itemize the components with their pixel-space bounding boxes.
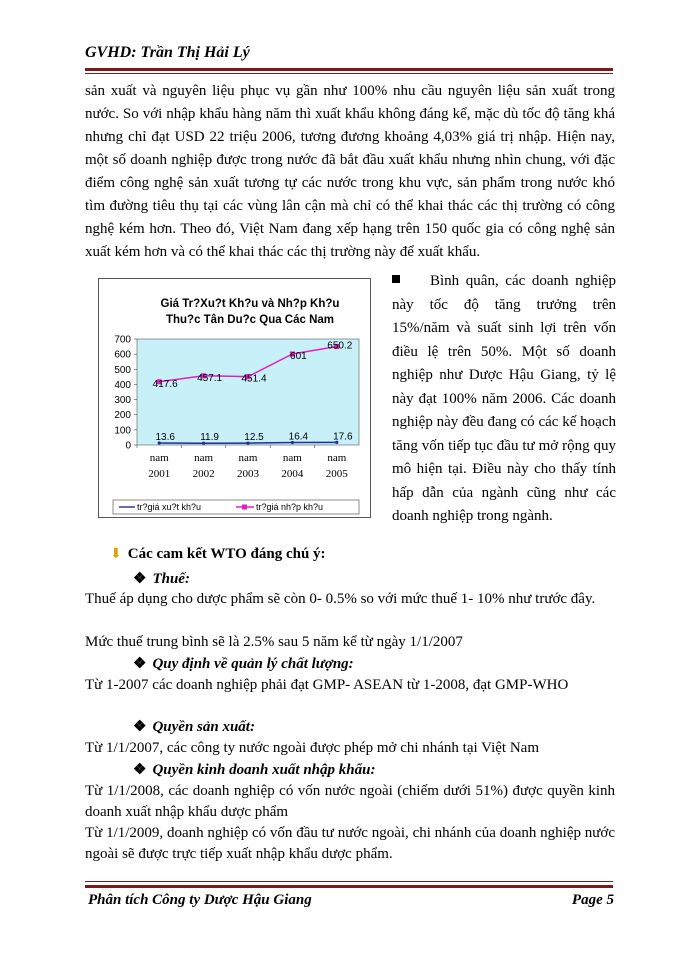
chart-svg <box>99 279 370 517</box>
import-data-label: 650.2 <box>327 340 353 352</box>
y-tick-label: 200 <box>114 410 131 422</box>
x-tick-label: 2005 <box>325 468 348 480</box>
diamond-bullet-icon: ❖ <box>133 719 147 735</box>
tax-text-1: Thuế áp dụng cho dược phẩm sẽ còn 0- 0.5% so với mức thuế 1- 10% như trước đây. <box>85 591 596 607</box>
legend-import-marker <box>242 505 247 510</box>
x-tick-label: 2004 <box>281 468 304 480</box>
import-data-label: 417.6 <box>152 378 178 390</box>
chart-title-line1: Giá Tr?Xu?t Kh?u và Nh?p Kh?u <box>160 298 340 310</box>
header-rule-thin <box>85 73 613 74</box>
page-header: GVHD: Trần Thị Hải Lý <box>85 44 250 61</box>
import-data-label: 457.1 <box>197 372 223 384</box>
wto-heading-text: Các cam kết WTO đáng chú ý: <box>127 546 326 562</box>
diamond-bullet-icon: ❖ <box>133 571 147 587</box>
legend-import-label: tr?giá nh?p kh?u <box>256 502 324 512</box>
diamond-bullet-icon: ❖ <box>133 762 147 778</box>
quality-title: Quy định về quản lý chất lượng: <box>152 656 354 672</box>
tax-text-2: Mức thuế trung bình sẽ là 2.5% sau 5 năm kể từ ngày 1/1/2007 <box>85 634 463 650</box>
x-tick-label: 2003 <box>237 468 259 480</box>
y-tick-label: 700 <box>114 334 131 346</box>
footer-title: Phân tích Công ty Dược Hậu Giang <box>88 892 312 908</box>
x-tick-label: nam <box>194 452 214 464</box>
page-number: Page 5 <box>571 892 614 908</box>
x-tick-label: 2001 <box>148 468 171 480</box>
trade-text-2: Từ 1/1/2009, doanh nghiệp có vốn đầu tư nước ngoài, chi nhánh của doanh nghiệp nước ngoài sẽ được trực tiếp xuất nhập khẩu dược phẩm. <box>85 825 615 862</box>
x-tick-label: 2002 <box>192 468 215 480</box>
x-tick-label: nam <box>149 452 169 464</box>
import-data-label: 601 <box>290 350 307 362</box>
square-bullet-icon <box>392 275 400 283</box>
y-tick-label: 100 <box>114 425 131 437</box>
side-paragraph <box>392 270 616 529</box>
y-tick-label: 600 <box>114 349 131 361</box>
import-data-label: 451.4 <box>241 373 267 385</box>
header-rule <box>85 68 613 71</box>
y-tick-label: 400 <box>114 379 131 391</box>
export-data-label: 12.5 <box>244 432 264 444</box>
y-tick-label: 300 <box>114 395 131 407</box>
quality-subheading <box>133 654 354 673</box>
tax-subheading <box>133 569 190 588</box>
export-data-label: 16.4 <box>288 431 309 443</box>
y-tick-label: 0 <box>125 440 131 452</box>
side-text: Bình quân, các doanh nghiệp này tốc độ tăng trưởng trên 15%/năm và suất sinh lợi trên vốn điều lệ trên 50%. Một số doanh nghiệp như Dược Hậu Giang, tỷ lệ này đạt 100% năm 2006. Các doanh nghiệp này đều đang có các kế hoạch tăng vốn tiếp tục đầu tư mở rộng quy mô hiện tại. Điều này cho thấy tính hấp dẫn của ngành cũng như các doanh nghiệp trong ngành. <box>392 273 616 524</box>
down-arrow-icon: ⬇ <box>110 547 122 562</box>
x-tick-label: nam <box>327 452 347 464</box>
trade-text-1: Từ 1/1/2008, các doanh nghiệp có vốn nước ngoài (chiếm dưới 51%) được quyền kinh doanh xuất nhập khẩu dược phẩm <box>85 783 615 820</box>
y-tick-label: 500 <box>114 364 131 376</box>
export-data-label: 17.6 <box>333 431 353 443</box>
trade-chart <box>98 278 371 518</box>
x-tick-label: nam <box>238 452 258 464</box>
production-text: Từ 1/1/2007, các công ty nước ngoài được phép mở chi nhánh tại Việt Nam <box>85 740 539 756</box>
trade-title: Quyền kinh doanh xuất nhập khẩu: <box>152 762 376 778</box>
chart-title-line2: Thu?c Tân Du?c Qua Các Nam <box>165 314 335 326</box>
x-tick-label: nam <box>282 452 302 464</box>
body-paragraph: sản xuất và nguyên liệu phục vụ gần như 100% nhu cầu nguyên liệu sản xuất trong nước. So với nhập khẩu hàng năm thì xuất khẩu không đáng kể, mặc dù tốc độ tăng khá nhưng chỉ đạt USD 22 triệu 2006, tương đương khoảng 4,03% giá trị nhập. Hiện nay, một số doanh nghiệp được trong nước đã bắt đầu xuất khẩu nhưng nhìn chung, với đặc điểm công nghệ sản xuất tương tự các nước trong khu vực, sản phẩm trong nước khó tìm đường tiêu thụ tại các vùng lân cận mà chỉ có thể khai thác các thị trường có công nghệ kém hơn. Theo đó, Việt Nam đang xếp hạng trên 150 quốc gia có công nghệ sản xuất kém hơn và có thể khai thác các thị trường này để xuất khẩu. <box>85 83 615 260</box>
trade-subheading <box>133 760 375 779</box>
x-axis <box>137 445 348 480</box>
diamond-bullet-icon: ❖ <box>133 656 147 672</box>
quality-text: Từ 1-2007 các doanh nghiệp phải đạt GMP- ASEAN từ 1-2008, đạt GMP-WHO <box>85 677 569 693</box>
wto-heading <box>110 546 326 563</box>
tax-title: Thuế: <box>152 571 190 587</box>
export-data-label: 13.6 <box>155 431 175 443</box>
footer-rule-thin <box>85 881 613 882</box>
y-axis <box>114 335 137 452</box>
production-title: Quyền sản xuất: <box>152 719 255 735</box>
export-data-label: 11.9 <box>200 432 219 444</box>
plot-background <box>137 339 359 445</box>
legend-export-label: tr?giá xu?t kh?u <box>137 502 202 512</box>
footer-rule <box>85 885 613 888</box>
production-subheading <box>133 717 255 736</box>
